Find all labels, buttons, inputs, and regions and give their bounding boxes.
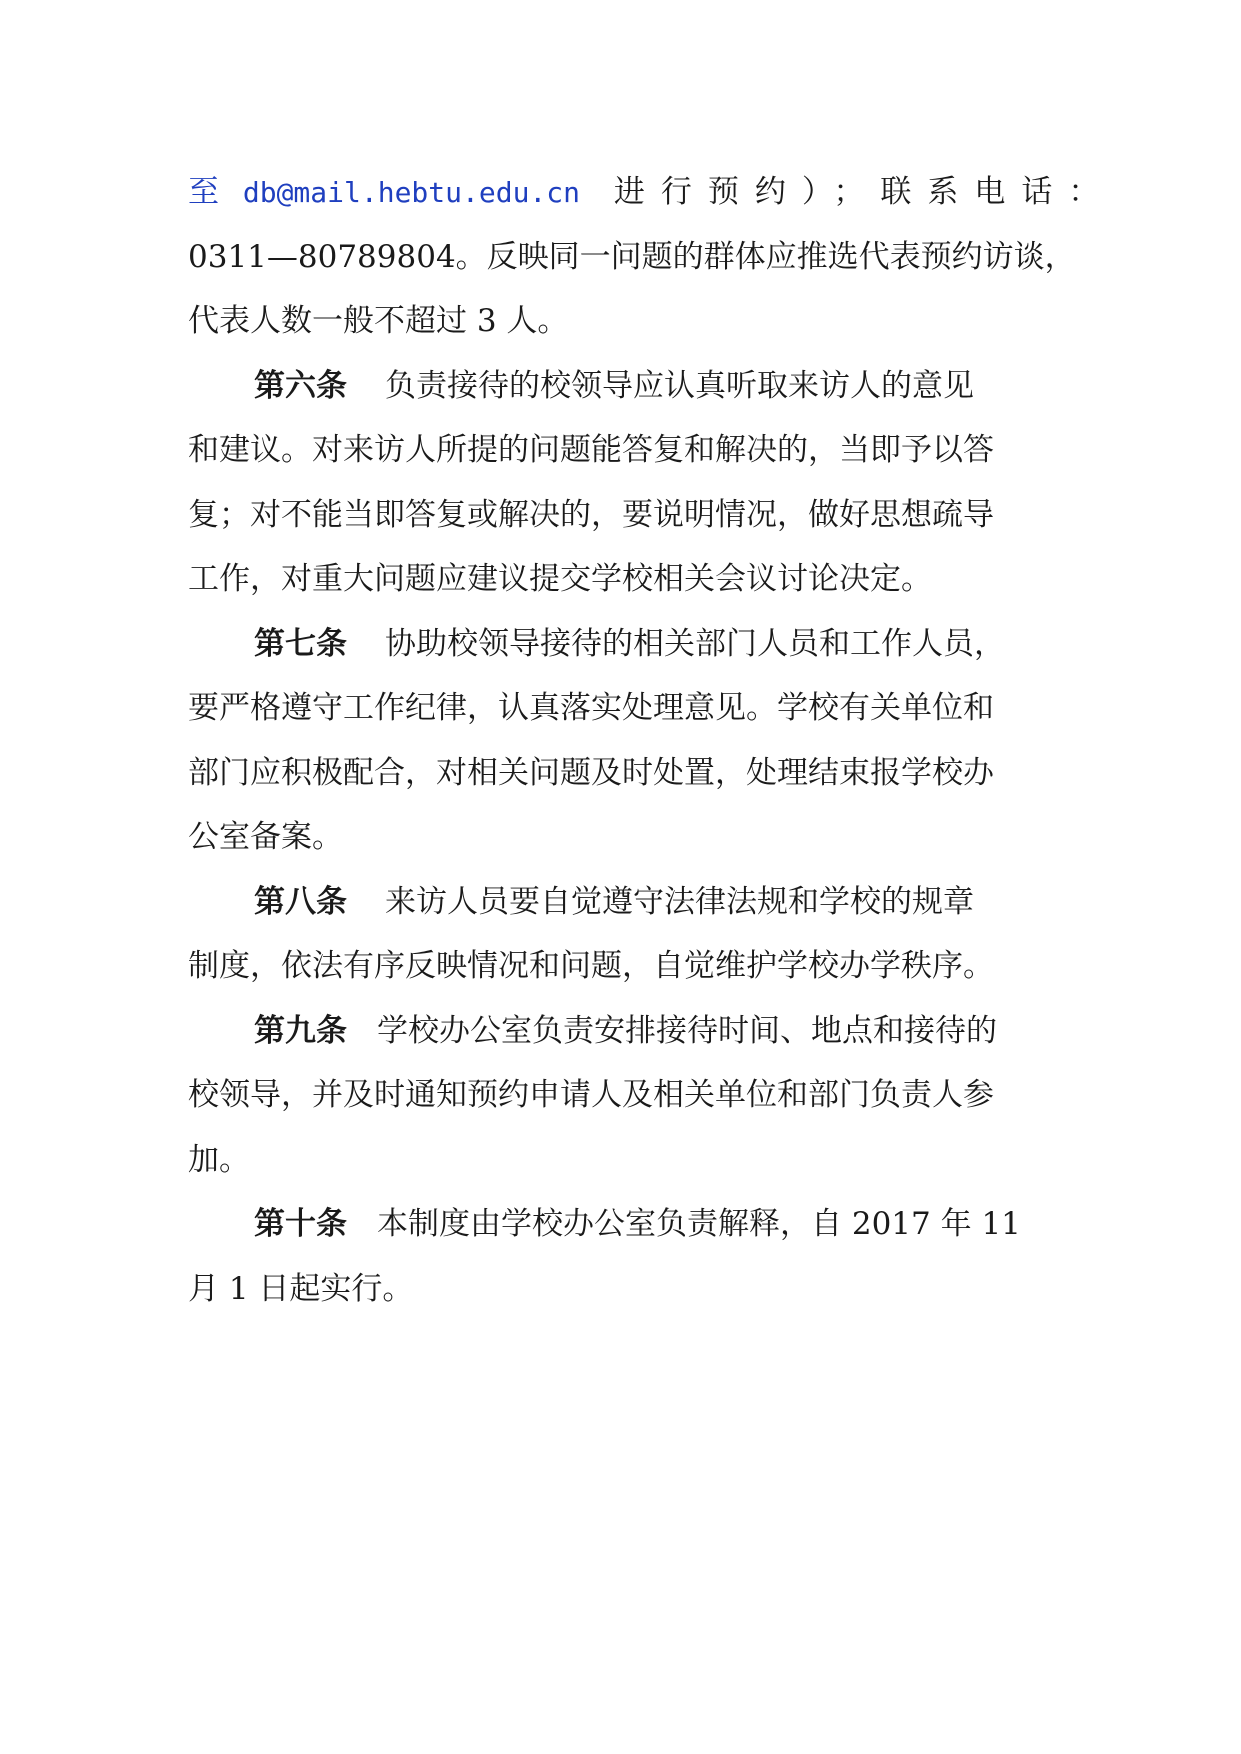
article-10-text: 本制度由学校办公室负责解释，自 2017 年 11 xyxy=(377,1206,1021,1242)
article-6-line-3: 复；对不能当即答复或解决的，要说明情况，做好思想疏导 xyxy=(188,496,994,533)
article-10-line-2: 月 1 日起实行。 xyxy=(188,1270,414,1307)
article-6-text: 负责接待的校领导应认真听取来访人的意见 xyxy=(385,367,974,404)
contact-email-link[interactable]: db@mail.hebtu.edu.cn xyxy=(242,176,581,209)
article-8-line-1 xyxy=(188,870,1088,935)
article-8-line-2: 制度，依法有序反映情况和问题，自觉维护学校办学秩序。 xyxy=(188,948,994,984)
intro-line-1 xyxy=(188,160,1116,225)
intro-line-2: 0311—80789804。反映同一问题的群体应推选代表预约访谈， xyxy=(188,238,1076,275)
intro-line-3: 代表人数一般不超过 3 人。 xyxy=(188,303,569,339)
document-body xyxy=(188,160,1116,1321)
article-9-line-2: 校领导，并及时通知预约申请人及相关单位和部门负责人参 xyxy=(188,1077,994,1113)
article-10-number: 第十条 xyxy=(254,1206,347,1242)
article-9-line-1 xyxy=(188,999,1088,1064)
article-8-number: 第八条 xyxy=(254,883,347,920)
article-6-line-2: 和建议。对来访人所提的问题能答复和解决的，当即予以答 xyxy=(188,432,994,468)
article-6-line-1 xyxy=(188,354,1088,419)
intro-prefix: 至 xyxy=(188,174,219,210)
article-6-number: 第六条 xyxy=(254,367,347,404)
article-9-line-3: 加。 xyxy=(188,1141,250,1178)
article-7-line-2: 要严格遵守工作纪律，认真落实处理意见。学校有关单位和 xyxy=(188,690,994,726)
article-10-line-1 xyxy=(188,1192,1088,1257)
article-7-line-1 xyxy=(188,612,1088,677)
article-7-line-3: 部门应积极配合，对相关问题及时处置，处理结束报学校办 xyxy=(188,754,994,791)
article-9-text: 学校办公室负责安排接待时间、地点和接待的 xyxy=(377,1012,997,1049)
intro-suffix: 进行预约）；联系电话： xyxy=(613,174,1116,210)
article-9-number: 第九条 xyxy=(254,1012,347,1049)
article-7-line-4: 公室备案。 xyxy=(188,819,343,855)
article-7-text: 协助校领导接待的相关部门人员和工作人员， xyxy=(385,625,1005,662)
article-7-number: 第七条 xyxy=(254,625,347,662)
article-6-line-4: 工作，对重大问题应建议提交学校相关会议讨论决定。 xyxy=(188,561,932,597)
article-8-text: 来访人员要自觉遵守法律法规和学校的规章 xyxy=(385,883,974,920)
